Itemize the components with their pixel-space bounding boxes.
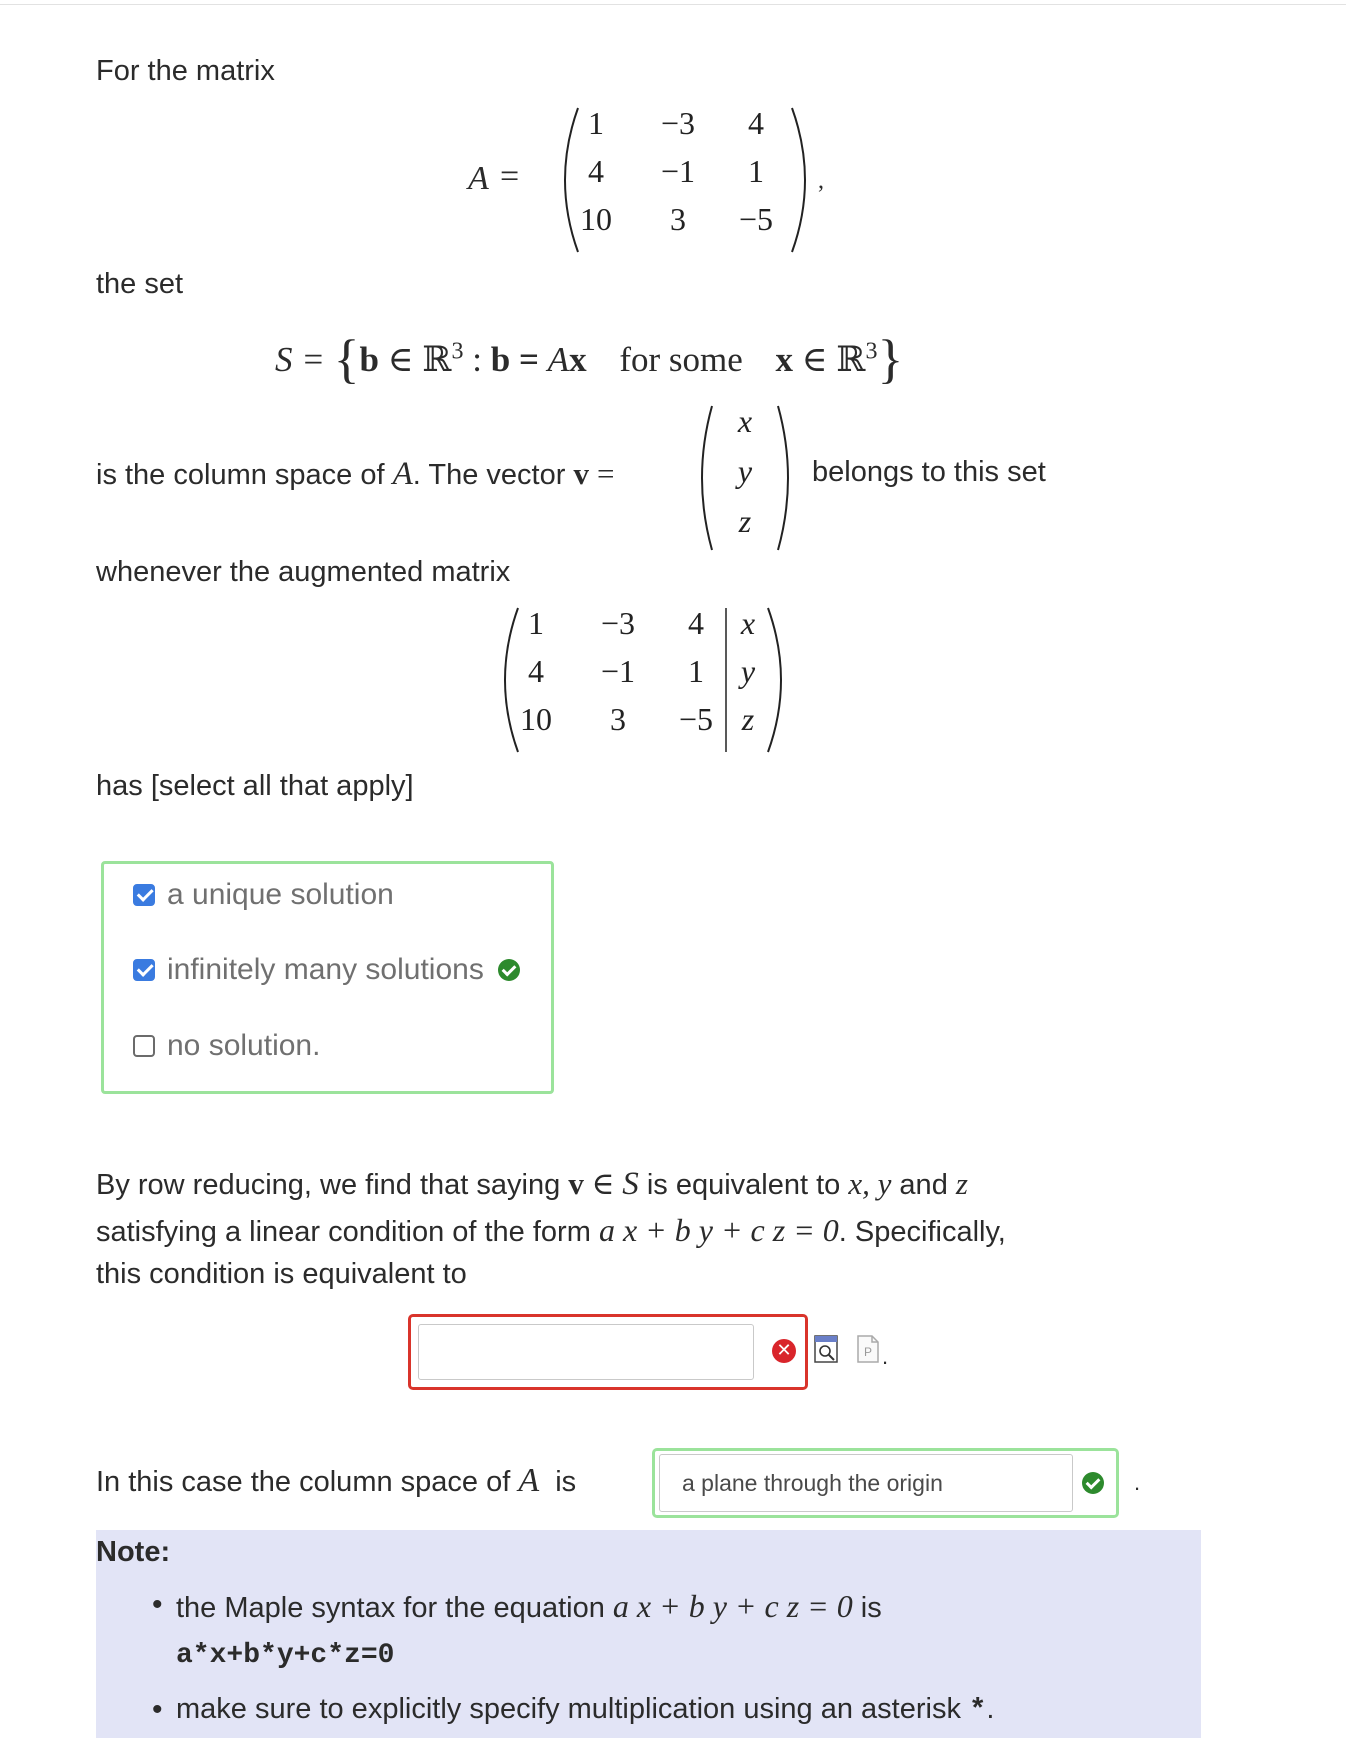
set-definition [275,328,903,390]
col-space-period: . [1134,1470,1141,1495]
aug-cell-r2-c0: 10 [520,701,552,737]
aug-cell-r2-c3: z [741,701,755,737]
matrix-a-cell-r0-c2: 4 [748,105,764,141]
matrix-a-cell-r0-c1: −3 [660,105,696,141]
rr-pre: By row reducing, we find that saying [96,1169,569,1201]
checkbox-none[interactable] [133,1035,155,1057]
csl-pre: In this case the column space of [96,1466,519,1498]
set-x2: x [775,340,794,379]
note-b2-code: * [969,1694,987,1727]
cs-mid: . The vector [412,459,574,491]
aug-cell-r1-c1: −1 [600,653,636,689]
correct-icon [498,959,520,981]
aug-cell-r0-c2: 4 [688,605,704,641]
set-in-r3-2: ∈ ℝ [801,340,866,379]
rr-xy: x, y [848,1166,892,1201]
svg-text:P: P [864,1345,873,1359]
row-reduce-line1 [96,1166,968,1203]
note-item-1 [176,1588,882,1625]
correct-icon [1082,1472,1104,1494]
note-title: Note: [96,1536,171,1568]
matrix-a-equals: = [500,158,520,195]
aug-cell-r2-c1: 3 [610,701,626,737]
option-unique-solution[interactable] [133,878,394,912]
csl-is: is [555,1466,577,1498]
set-for-some: for some [619,340,743,379]
matrix-a-trailing: , [818,168,824,194]
selected-value: a plane through the origin [682,1469,943,1496]
col-space-sentence [96,1462,576,1500]
matrix-a-cell-r1-c1: −1 [660,153,696,189]
set-open-brace: { [333,329,360,389]
incorrect-icon: ✕ [772,1339,796,1363]
rr-z: z [955,1166,968,1201]
set-b: b [359,340,380,379]
top-divider [0,4,1346,5]
intro-text: For the matrix [96,55,275,87]
set-eq: b = [490,340,548,379]
note-bullet-2: • [152,1693,163,1726]
rr-v: v [568,1166,584,1201]
note-b1-pre: the Maple syntax for the equation [176,1592,613,1624]
vector-v [690,398,800,558]
rr-s: S [622,1166,639,1202]
aug-cell-r1-c0: 4 [528,653,544,689]
set-ax-x: x [569,340,587,379]
matrix-a-name: A [468,160,489,197]
aug-cell-r1-c2: 1 [688,653,704,689]
csl-a: A [518,1462,540,1499]
matrix-a-cell-r2-c0: 10 [580,201,612,237]
note-item-2 [176,1693,994,1727]
matrix-a-cell-r2-c1: 3 [670,201,686,237]
rr-pre2: satisfying a linear condition of the form [96,1216,599,1248]
set-exp: 3 [451,338,464,365]
set-colon: : [472,340,482,379]
maple-help-icon[interactable] [856,1334,880,1364]
option-label: a unique solution [167,878,394,911]
set-close-brace: } [877,329,904,389]
option-no-solution[interactable] [133,1029,320,1063]
set-ax-a: A [547,340,570,379]
vector-v-cell-r2-c0: z [738,503,752,539]
vector-v-cell-r0-c0: x [737,403,753,439]
col-space-select[interactable] [659,1454,1073,1512]
option-infinitely-many[interactable] [133,953,520,987]
note-b1-eq: a x + b y + c z = 0 [612,1588,853,1624]
note-b2-pre: make sure to explicitly specify multiplication using an asterisk [176,1693,969,1725]
cs-pre: is the column space of [96,459,393,491]
rr-in: ∈ [583,1166,623,1201]
rr-form: a x + b y + c z = 0 [598,1212,839,1248]
option-label: no solution. [167,1029,321,1062]
aug-cell-r1-c3: y [740,653,756,689]
set-exp-2: 3 [865,338,878,365]
note-bullet-1: • [152,1588,163,1621]
matrix-a-cell-r1-c0: 4 [588,153,604,189]
matrix-a-cell-r1-c2: 1 [748,153,764,189]
cs-a: A [392,456,413,492]
cs-v: v [573,456,589,491]
aug-cell-r0-c3: x [740,605,756,641]
aug-cell-r2-c2: −5 [678,701,714,737]
augmented-label: whenever the augmented matrix [96,556,511,588]
matrix-a [548,100,828,260]
row-reduce-line3: this condition is equivalent to [96,1258,467,1290]
cs-post: belongs to this set [812,456,1046,488]
set-in-r3: ∈ ℝ [387,340,452,379]
the-set-label: the set [96,268,184,300]
augmented-matrix [488,600,798,760]
rr-mid: is equivalent to [638,1169,849,1201]
checkbox-unique[interactable] [133,884,155,906]
cs-eq: = [597,456,615,491]
row-reduce-line2 [96,1212,1006,1249]
set-s: S = [275,340,325,379]
option-label: infinitely many solutions [167,953,484,986]
aug-cell-r0-c0: 1 [528,605,544,641]
has-label: has [select all that apply] [96,770,414,802]
trailing-period: . [882,1344,889,1369]
aug-cell-r0-c1: −3 [600,605,636,641]
rr-and: and [891,1169,956,1201]
vector-v-cell-r1-c0: y [737,453,753,489]
note-b1-post: is [852,1592,882,1624]
preview-icon[interactable] [813,1334,839,1364]
matrix-a-cell-r2-c2: −5 [738,201,774,237]
note-b2-post: . [986,1693,995,1725]
column-space-sentence [96,456,614,493]
rr-post2: . Specifically, [838,1216,1006,1248]
checkbox-infinite[interactable] [133,959,155,981]
matrix-a-cell-r0-c0: 1 [588,105,604,141]
condition-input[interactable] [418,1324,754,1380]
maple-code: a*x+b*y+c*z=0 [176,1640,395,1671]
